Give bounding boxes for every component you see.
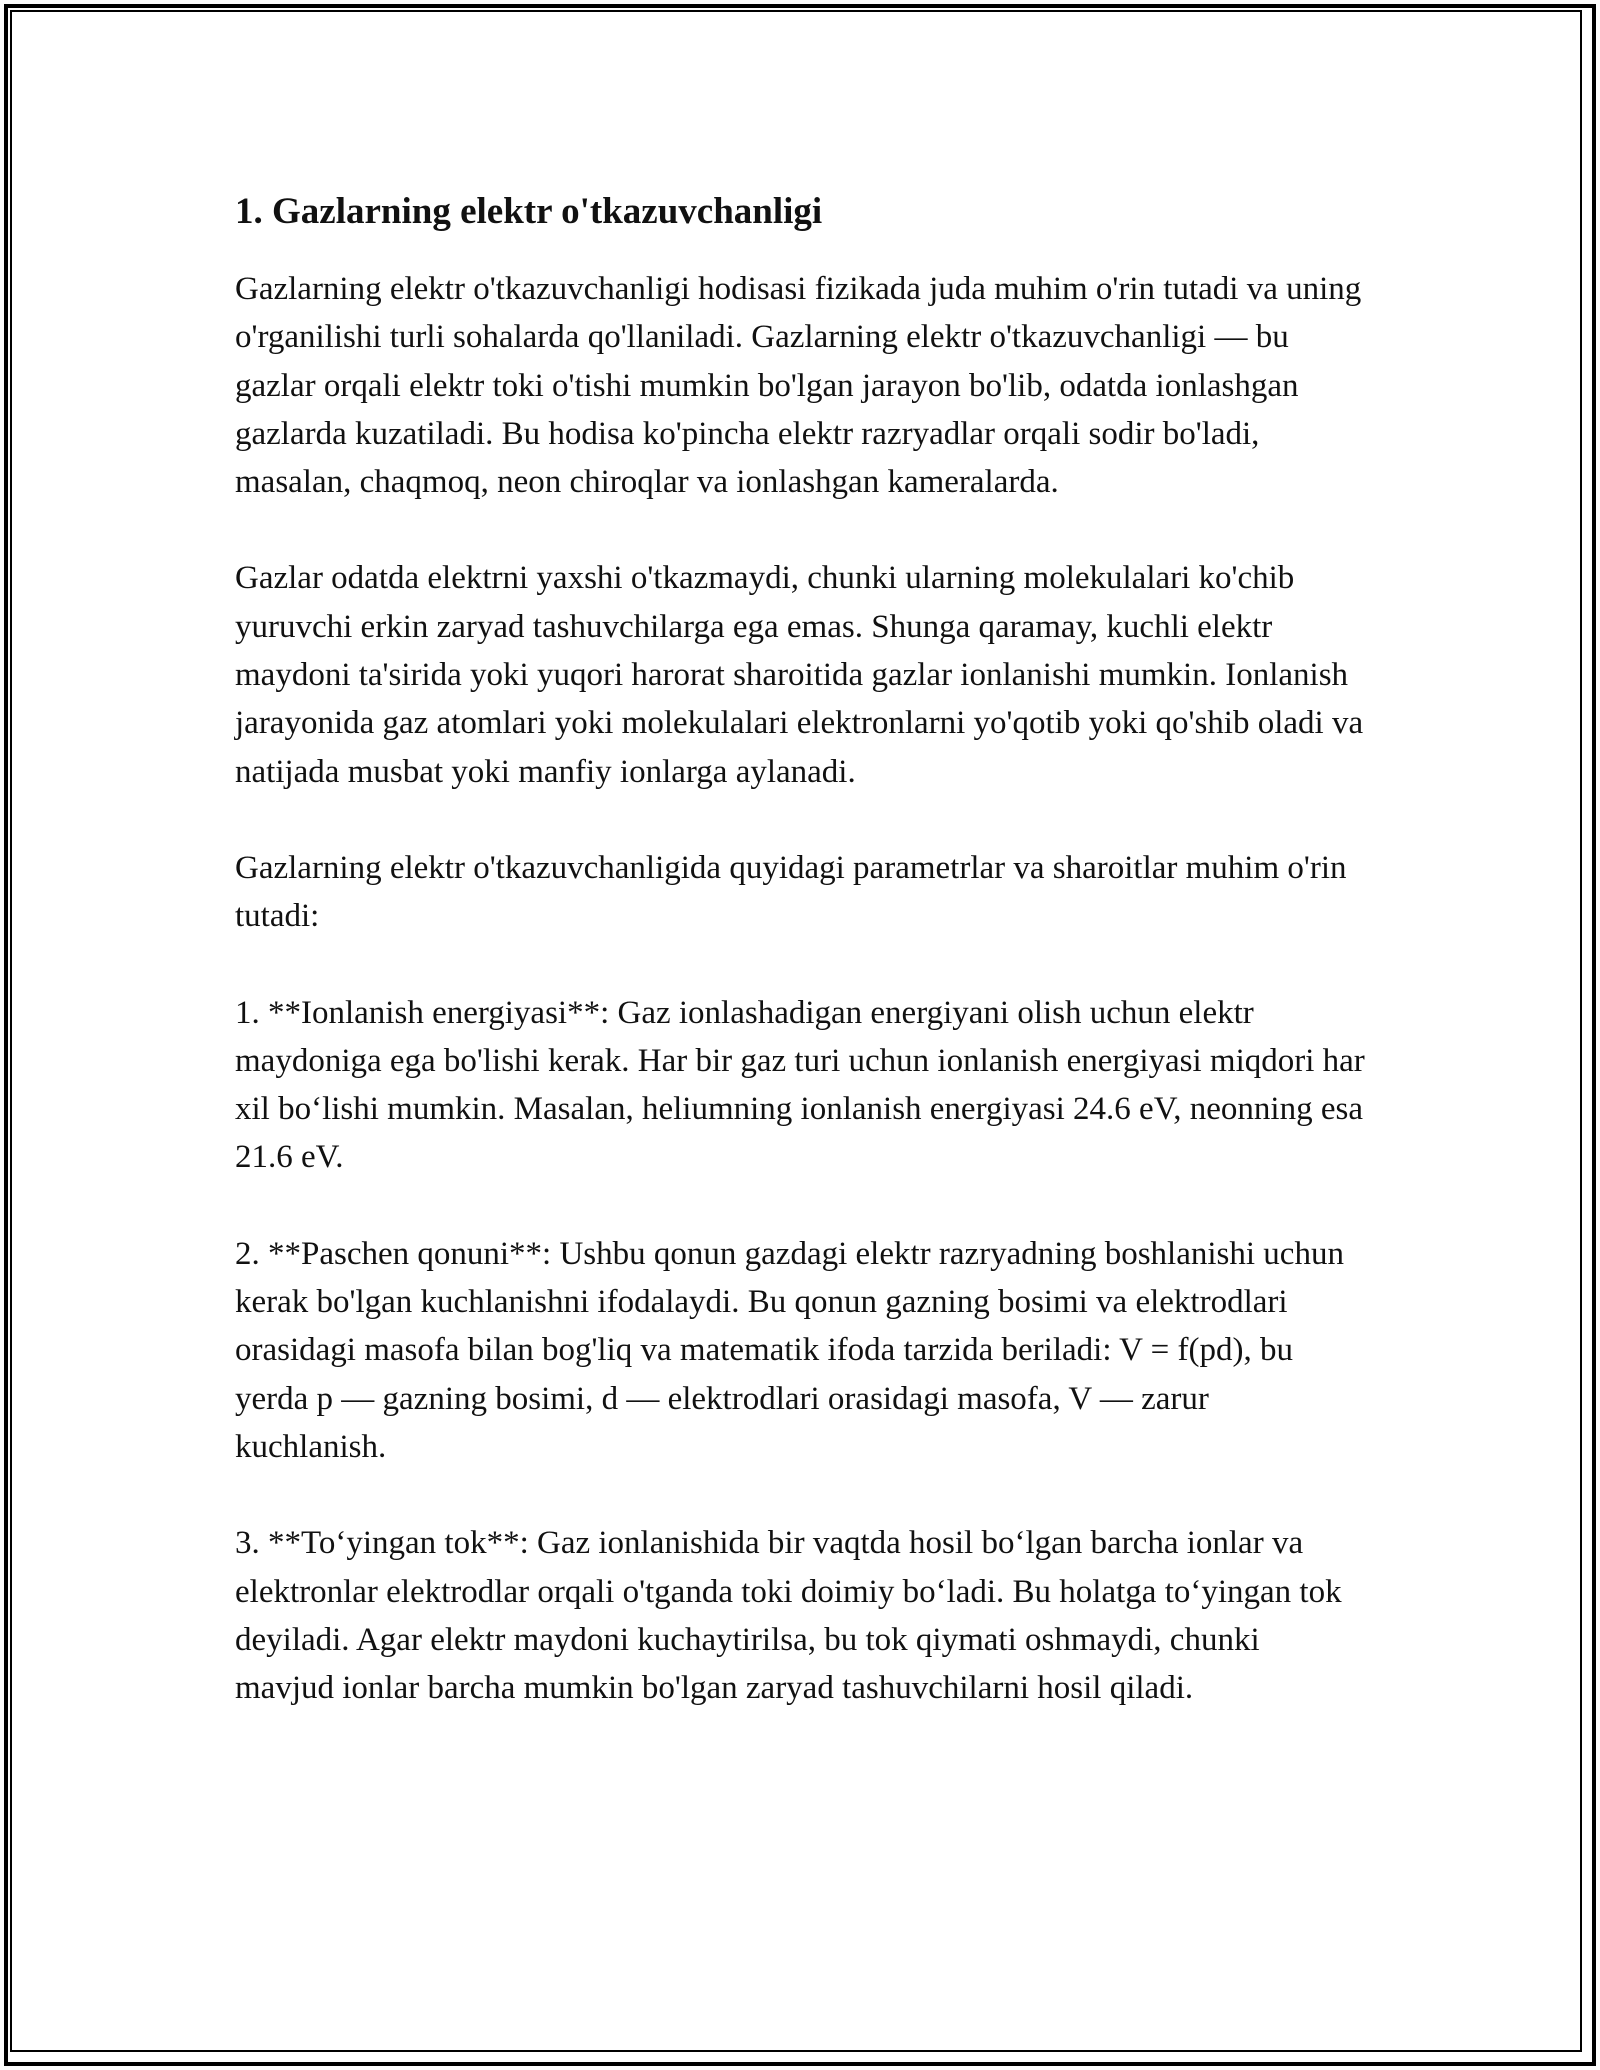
list-item-paschen-law: 2. **Paschen qonuni**: Ushbu qonun gazdagi elektr razryadning boshlanishi uchun kerak bo'lgan kuchlanishni ifodalaydi. Bu qonun gazning bosimi va elektrodlari orasidagi masofa bilan bog'liq va matematik ifoda tarzida beriladi: V = f(pd), bu yerda p — gazning bosimi, d — elektrodlari orasidagi masofa, V — zarur kuchlanish. xyxy=(235,1235,1344,1465)
section-heading: 1. Gazlarning elektr o'tkazuvchanligi xyxy=(235,191,823,232)
paragraph-ionization: Gazlar odatda elektrni yaxshi o'tkazmaydi, chunki ularning molekulalari ko'chib yuruvchi erkin zaryad tashuvchilarga ega emas. Shunga qaramay, kuchli elektr maydoni ta'sirida yoki yuqori harorat sharoitida gazlar ionlanishi mumkin. Ionlanish jarayonida gaz atomlari yoki molekulalari elektronlarni yo'qotib yoki qo'shib oladi va natijada musbat yoki manfiy ionlarga aylanadi. xyxy=(235,560,1364,790)
document-body xyxy=(235,183,1365,1760)
paragraph-parameters-intro: Gazlarning elektr o'tkazuvchanligida quyidagi parametrlar va sharoitlar muhim o'rin tutadi: xyxy=(235,849,1347,935)
list-item-ionization-energy: 1. **Ionlanish energiyasi**: Gaz ionlashadigan energiyani olish uchun elektr maydoniga ega bo'lishi kerak. Har bir gaz turi uchun ionlanish energiyasi miqdori har xil bo‘lishi mumkin. Masalan, heliumning ionlanish energiyasi 24.6 eV, neonning esa 21.6 eV. xyxy=(235,994,1365,1176)
list-item-saturated-current: 3. **To‘yingan tok**: Gaz ionlanishida bir vaqtda hosil bo‘lgan barcha ionlar va elektronlar elektrodlar orqali o'tganda toki doimiy bo‘ladi. Bu holatga to‘yingan tok deyiladi. Agar elektr maydoni kuchaytirilsa, bu tok qiymati oshmaydi, chunki mavjud ionlar barcha mumkin bo'lgan zaryad tashuvchilarni hosil qiladi. xyxy=(235,1525,1342,1707)
paragraph-intro: Gazlarning elektr o'tkazuvchanligi hodisasi fizikada juda muhim o'rin tutadi va uning o'rganilishi turli sohalarda qo'llaniladi. Gazlarning elektr o'tkazuvchanligi — bu gazlar orqali elektr toki o'tishi mumkin bo'lgan jarayon bo'lib, odatda ionlashgan gazlarda kuzatiladi. Bu hodisa ko'pincha elektr razryadlar orqali sodir bo'ladi, masalan, chaqmoq, neon chiroqlar va ionlashgan kameralarda. xyxy=(235,271,1362,501)
